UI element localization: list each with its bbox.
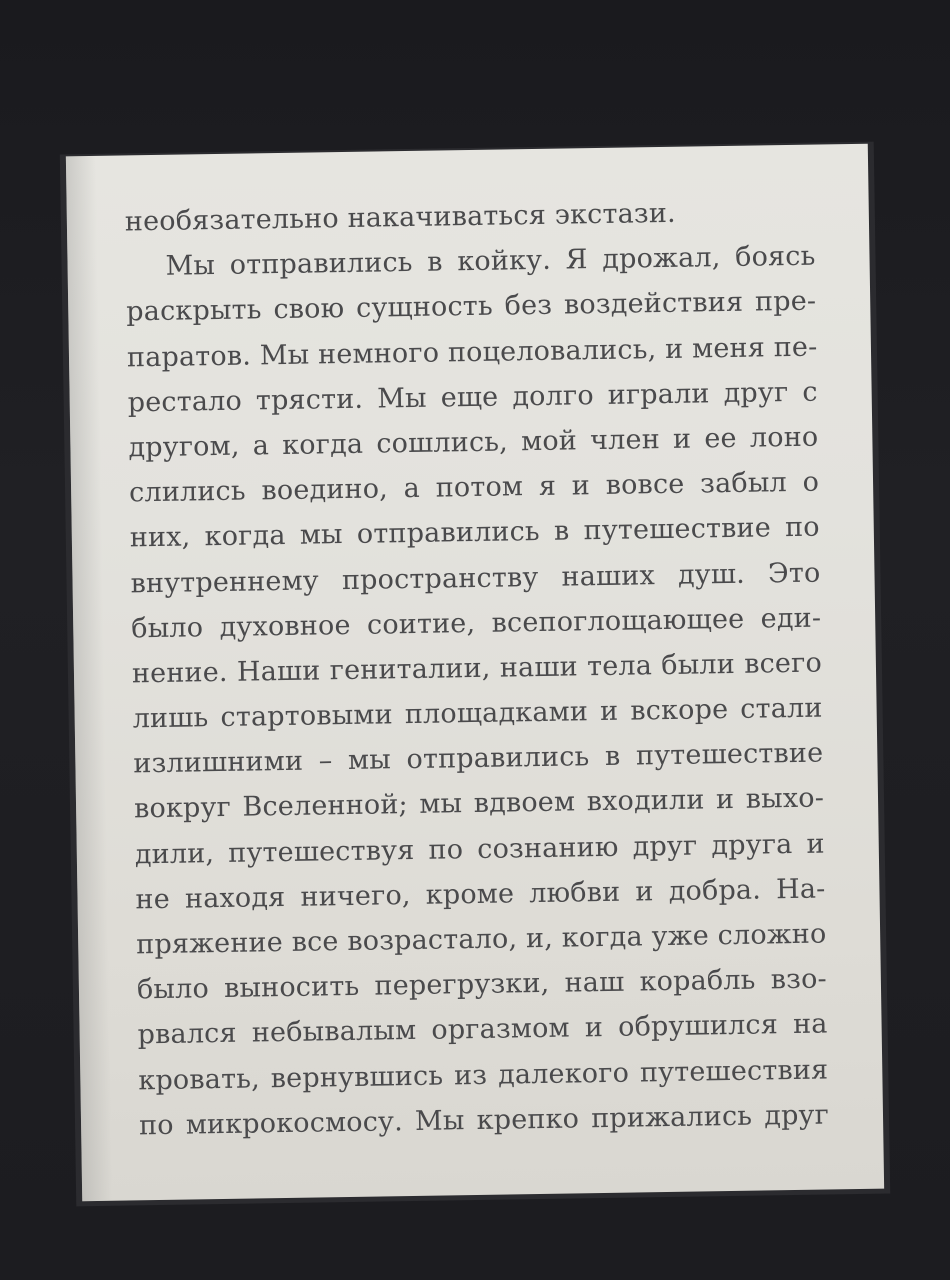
text-line: было выносить перегрузки, наш корабль взо- [136, 963, 828, 1006]
text-line: дили, путешествуя по сознанию друг друга и [134, 828, 825, 870]
text-line: Мы отправились в койку. Я дрожал, боясь [165, 240, 816, 282]
text-line: рвался небывалым оргазмом и обрушился на [137, 1008, 828, 1051]
text-line: паратов. Мы немного поцеловались, и меня пе- [126, 331, 818, 373]
text-line: вокруг Вселенной; мы вдвоем входили и выхо- [133, 782, 825, 825]
text-line: внутреннему пространству наших душ. Это [130, 557, 821, 599]
text-line: пряжение все возрастало, и, когда уже сложно [135, 918, 827, 961]
text-line: слились воедино, а потом я и вовсе забыл о [128, 466, 820, 509]
text-line: было духовное соитие, всепоглощающее еди- [131, 602, 822, 645]
text-line: кровать, вернувшись из далекого путешествия [138, 1054, 829, 1096]
text-line: не находя ничего, кроме любви и добра. На- [135, 873, 826, 916]
book-page-text [125, 189, 830, 1149]
ereader-screen[interactable] [66, 144, 884, 1201]
text-line: них, когда мы отправились в путешествие по [129, 511, 821, 554]
text-line: излишними – мы отправились в путешествие [133, 737, 824, 780]
text-line: другом, а когда сошлись, мой член и ее лоно [128, 421, 819, 464]
text-line: лишь стартовыми площадками и вскоре стали [132, 692, 823, 735]
text-line: необязательно накачиваться экстази. [124, 197, 677, 238]
text-line: нение. Наши гениталии, наши тела были всего [131, 647, 823, 690]
text-line: рестало трясти. Мы еще долго играли друг с [127, 376, 818, 419]
text-line: по микрокосмосу. Мы крепко прижались друг [138, 1099, 830, 1142]
text-line: раскрыть свою сущность без воздействия пре- [126, 285, 817, 328]
